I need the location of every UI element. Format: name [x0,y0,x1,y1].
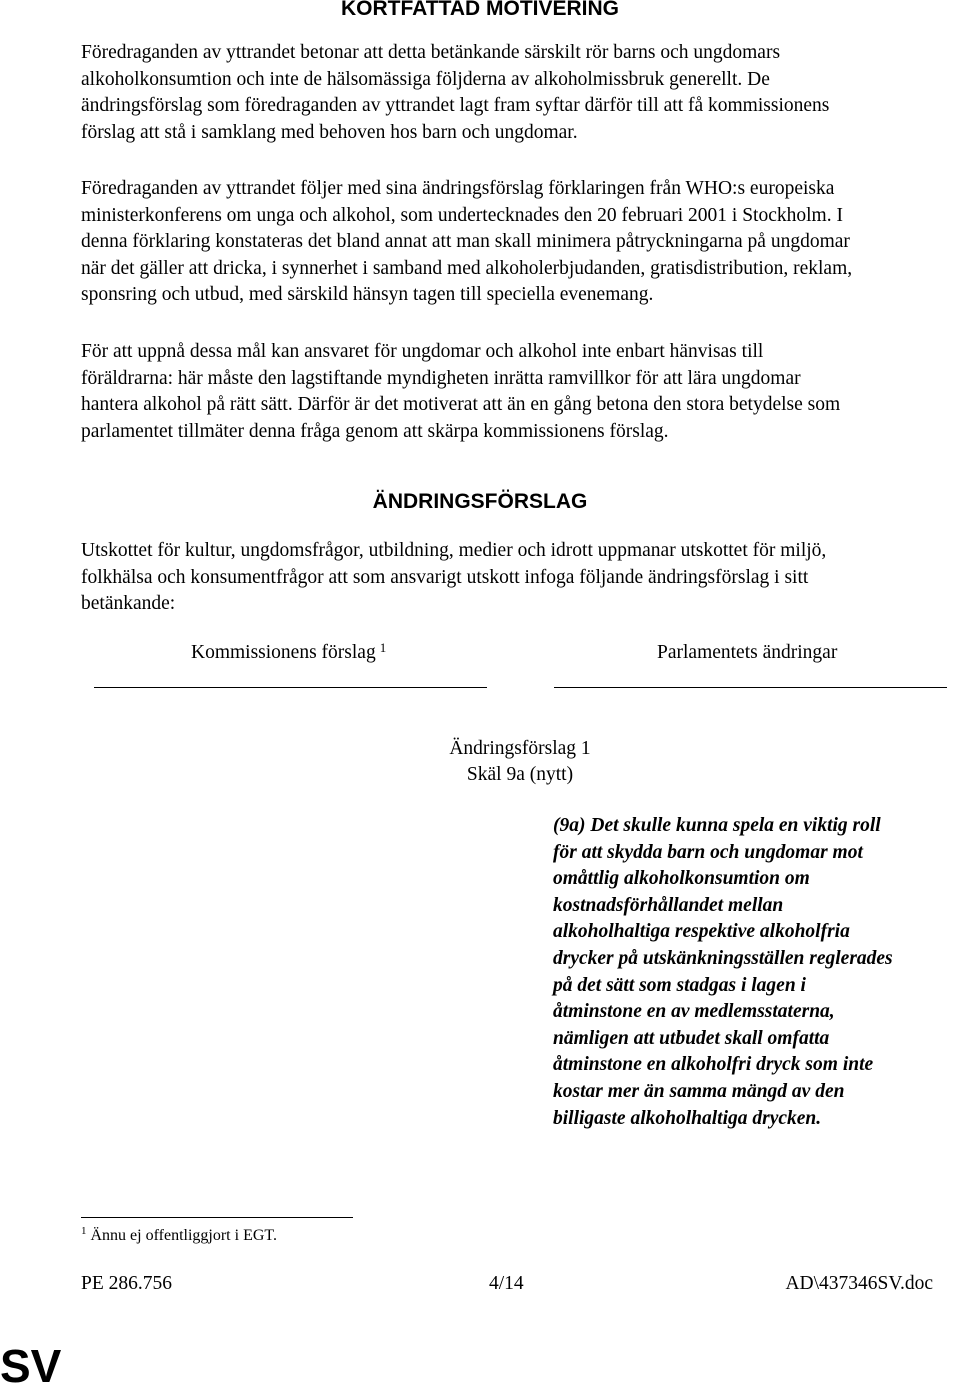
paragraph-responsibility [81,339,960,445]
text-line: Föredraganden av yttrandet följer med sina ändringsförslag förklaringen från WHO:s europeiska [81,178,835,199]
text-line: åtminstone en alkoholfri dryck som inte [553,1054,874,1076]
text-line: på det sätt som stadgas i lagen i [553,974,806,996]
text-line: kostar mer än samma mängd av den [553,1080,845,1102]
column-divider-right [554,687,947,688]
text-line: parlamentet tillmäter denna fråga genom att skärpa kommissionens förslag. [81,420,669,442]
column-header-label: Kommissionens förslag [191,642,376,663]
text-line: (9a) Det skulle kunna spela en viktig roll [553,815,881,836]
text-line: sponsring och utbud, med särskild hänsyn tagen till speciella evenemang. [81,284,654,306]
footer-document-name: AD\437346SV.doc [785,1273,933,1294]
text-line: folkhälsa och konsumentfrågor att som ansvarigt utskott infoga följande ändringsförslag i sitt [81,566,809,588]
text-line: Utskottet för kultur, ungdomsfrågor, utbildning, medier och idrott uppmanar utskottet för miljö, [81,540,827,561]
text-line: ministerkonferens om unga och alkohol, som undertecknades den 20 februari 2001 i Stockholm. I [81,204,843,226]
text-line: Föredraganden av yttrandet betonar att detta betänkande särskilt rör barns och ungdomars [81,42,781,63]
section-title: KORTFATTAD MOTIVERING [340,0,620,20]
text-line: när det gäller att dricka, i synnerhet i samband med alkoholerbjudanden, gratisdistribution, reklam, [81,257,853,279]
text-line: billigaste alkoholhaltiga drycken. [553,1107,822,1129]
paragraph-intro [81,40,960,146]
paragraph-who-declaration [81,176,960,309]
text-line: alkoholhaltiga respektive alkoholfria [553,921,850,943]
column-header-parliament: Parlamentets ändringar [657,642,838,663]
text-line: nämligen att utbudet skall omfatta [553,1027,830,1049]
text-line: förslag att stå i samklang med behoven hos barn och ungdomar. [81,121,578,143]
paragraph-committee-request [81,538,960,618]
amendment-recital: Skäl 9a (nytt) [466,764,574,785]
footnote-separator [81,1217,353,1218]
text-line: ändringsförslag som föredraganden av yttrandet lagt fram syftar därför till att få kommissionens [81,95,830,117]
text-line: alkoholkonsumtion och inte de hälsomässiga följderna av alkoholmissbruk generellt. De [81,68,770,90]
column-header-commission [191,642,386,664]
text-line: För att uppnå dessa mål kan ansvaret för ungdomar och alkohol inte enbart hänvisas till [81,341,764,362]
text-line: kostnadsförhållandet mellan [553,894,784,916]
footnote [81,1227,277,1245]
text-line: drycker på utskänkningsställen reglerades [553,947,893,969]
text-line: omåttlig alkoholkonsumtion om [553,868,810,890]
column-divider-left [94,687,487,688]
text-line: för att skydda barn och ungdomar mot [553,841,863,863]
footnote-marker: 1 [81,1225,87,1237]
text-line: hantera alkohol på rätt sätt. Därför är det motiverat att än en gång betona den stora betydelse som [81,394,841,416]
text-line: åtminstone en av medlemsstaterna, [553,1001,835,1023]
language-code: SV [0,1340,62,1392]
text-line: denna förklaring konstateras det bland annat att man skall minimera påtryckningarna på ungdomar [81,231,850,253]
footnote-text: Ännu ej offentliggjort i EGT. [90,1227,277,1244]
text-line: betänkande: [81,593,176,615]
footer-reference: PE 286.756 [81,1273,173,1294]
amendment-number: Ändringsförslag 1 [449,738,591,759]
text-line: föräldrarna: här måste den lagstiftande myndigheten inrätta ramvillkor för att lära ungdomar [81,367,801,389]
footnote-reference[interactable]: 1 [379,640,387,655]
amendment-text [553,813,953,1132]
footer-page-number: 4/14 [489,1273,524,1294]
amendments-title: ÄNDRINGSFÖRSLAG [372,490,588,513]
